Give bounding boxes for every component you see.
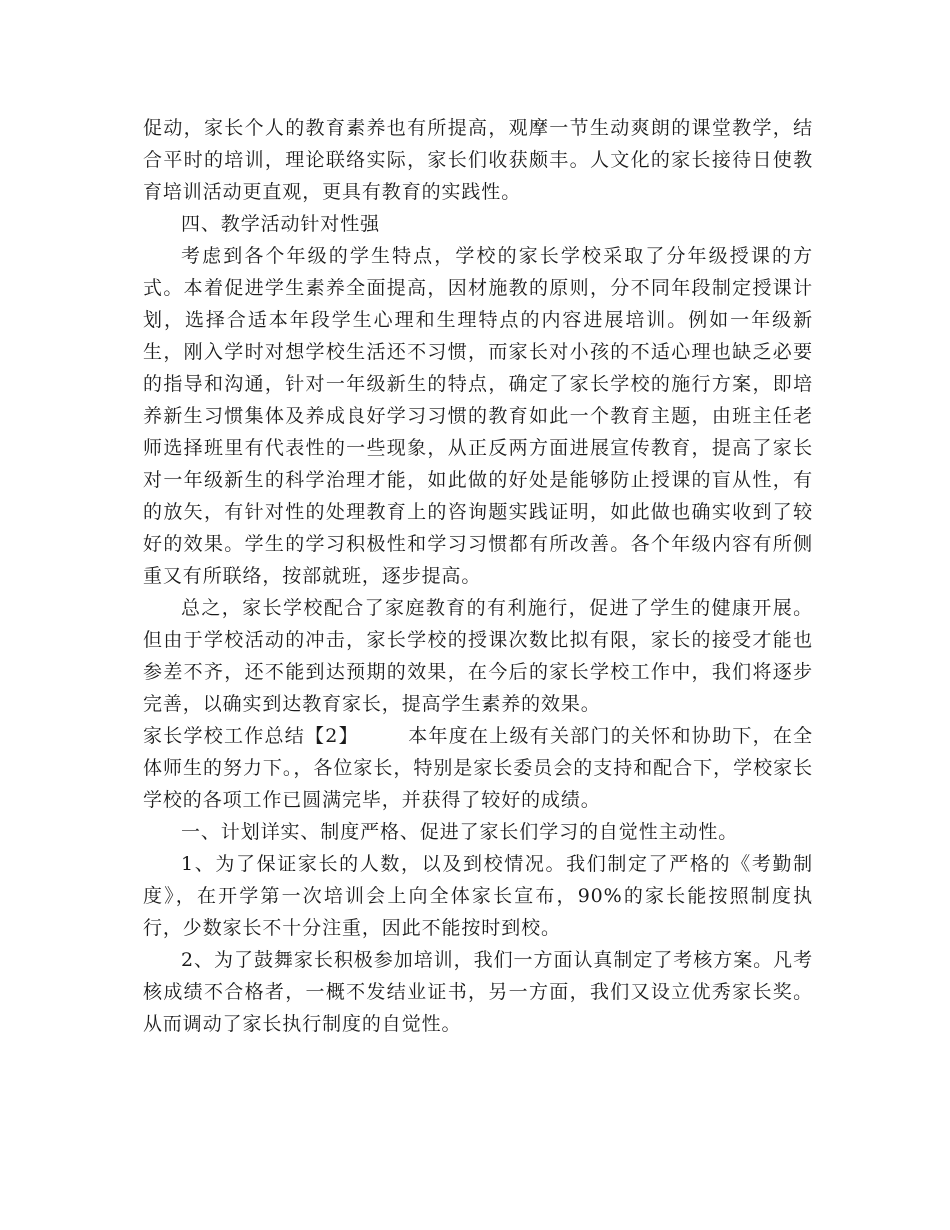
- section-heading-one: 一、计划详实、制度严格、促进了家长们学习的自觉性主动性。: [181, 821, 739, 843]
- paragraph-continuation: 促动，家长个人的教育素养也有所提高，观摩一节生动爽朗的课堂教学，结合平时的培训，理论联络实际，家长们收获颇丰。人文化的家长接待日使教育培训活动更直观，更具有教育的实践性。: [143, 117, 813, 203]
- paragraph-encouragement: 2、为了鼓舞家长积极参加培训，我们一方面认真制定了考核方案。凡考核成绩不合格者，一概不发结业证书，另一方面，我们又设立优秀家长奖。从而调动了家长执行制度的自觉性。: [143, 949, 813, 1035]
- section-heading-four: 四、教学活动针对性强: [181, 213, 381, 235]
- section2-title: 家长学校工作总结【2】: [143, 725, 359, 747]
- paragraph-attendance: 1、为了保证家长的人数，以及到校情况。我们制定了严格的《考勤制度》，在开学第一次培训会上向全体家长宣布，90%的家长能按照制度执行，少数家长不十分注重，因此不能按时到校。: [143, 853, 813, 939]
- document-page: [143, 112, 813, 1040]
- section2-intro: 本年度在上级有关部门的关怀和协助下，在全体师生的努力下。，各位家长，特别是家长委员会的支持和配合下，学校家长学校的各项工作已圆满完毕，并获得了较好的成绩。: [143, 725, 813, 811]
- paragraph-targeted-teaching: 考虑到各个年级的学生特点，学校的家长学校采取了分年级授课的方式。本着促进学生素养全面提高，因材施教的原则，分不同年段制定授课计划，选择合适本年段学生心理和生理特点的内容进展培训。例如一年级新生，刚入学时对想学校生活还不习惯，而家长对小孩的不适心理也缺乏必要的指导和沟通，针对一年级新生的特点，确定了家长学校的施行方案，即培养新生习惯集体及养成良好学习习惯的教育如此一个教育主题，由班主任老师选择班里有代表性的一些现象，从正反两方面进展宣传教育，提高了家长对一年级新生的科学治理才能，如此做的好处是能够防止授课的盲从性，有的放矢，有针对性的处理教育上的咨询题实践证明，如此做也确实收到了较好的效果。学生的学习积极性和学习习惯都有所改善。各个年级内容有所侧重又有所联络，按部就班，逐步提高。: [143, 245, 813, 587]
- paragraph-summary: 总之，家长学校配合了家庭教育的有利施行，促进了学生的健康开展。但由于学校活动的冲击，家长学校的授课次数比拟有限，家长的接受才能也参差不齐，还不能到达预期的效果，在今后的家长学校工作中，我们将逐步完善，以确实到达教育家长，提高学生素养的效果。: [143, 597, 813, 715]
- section2-block: [143, 720, 813, 816]
